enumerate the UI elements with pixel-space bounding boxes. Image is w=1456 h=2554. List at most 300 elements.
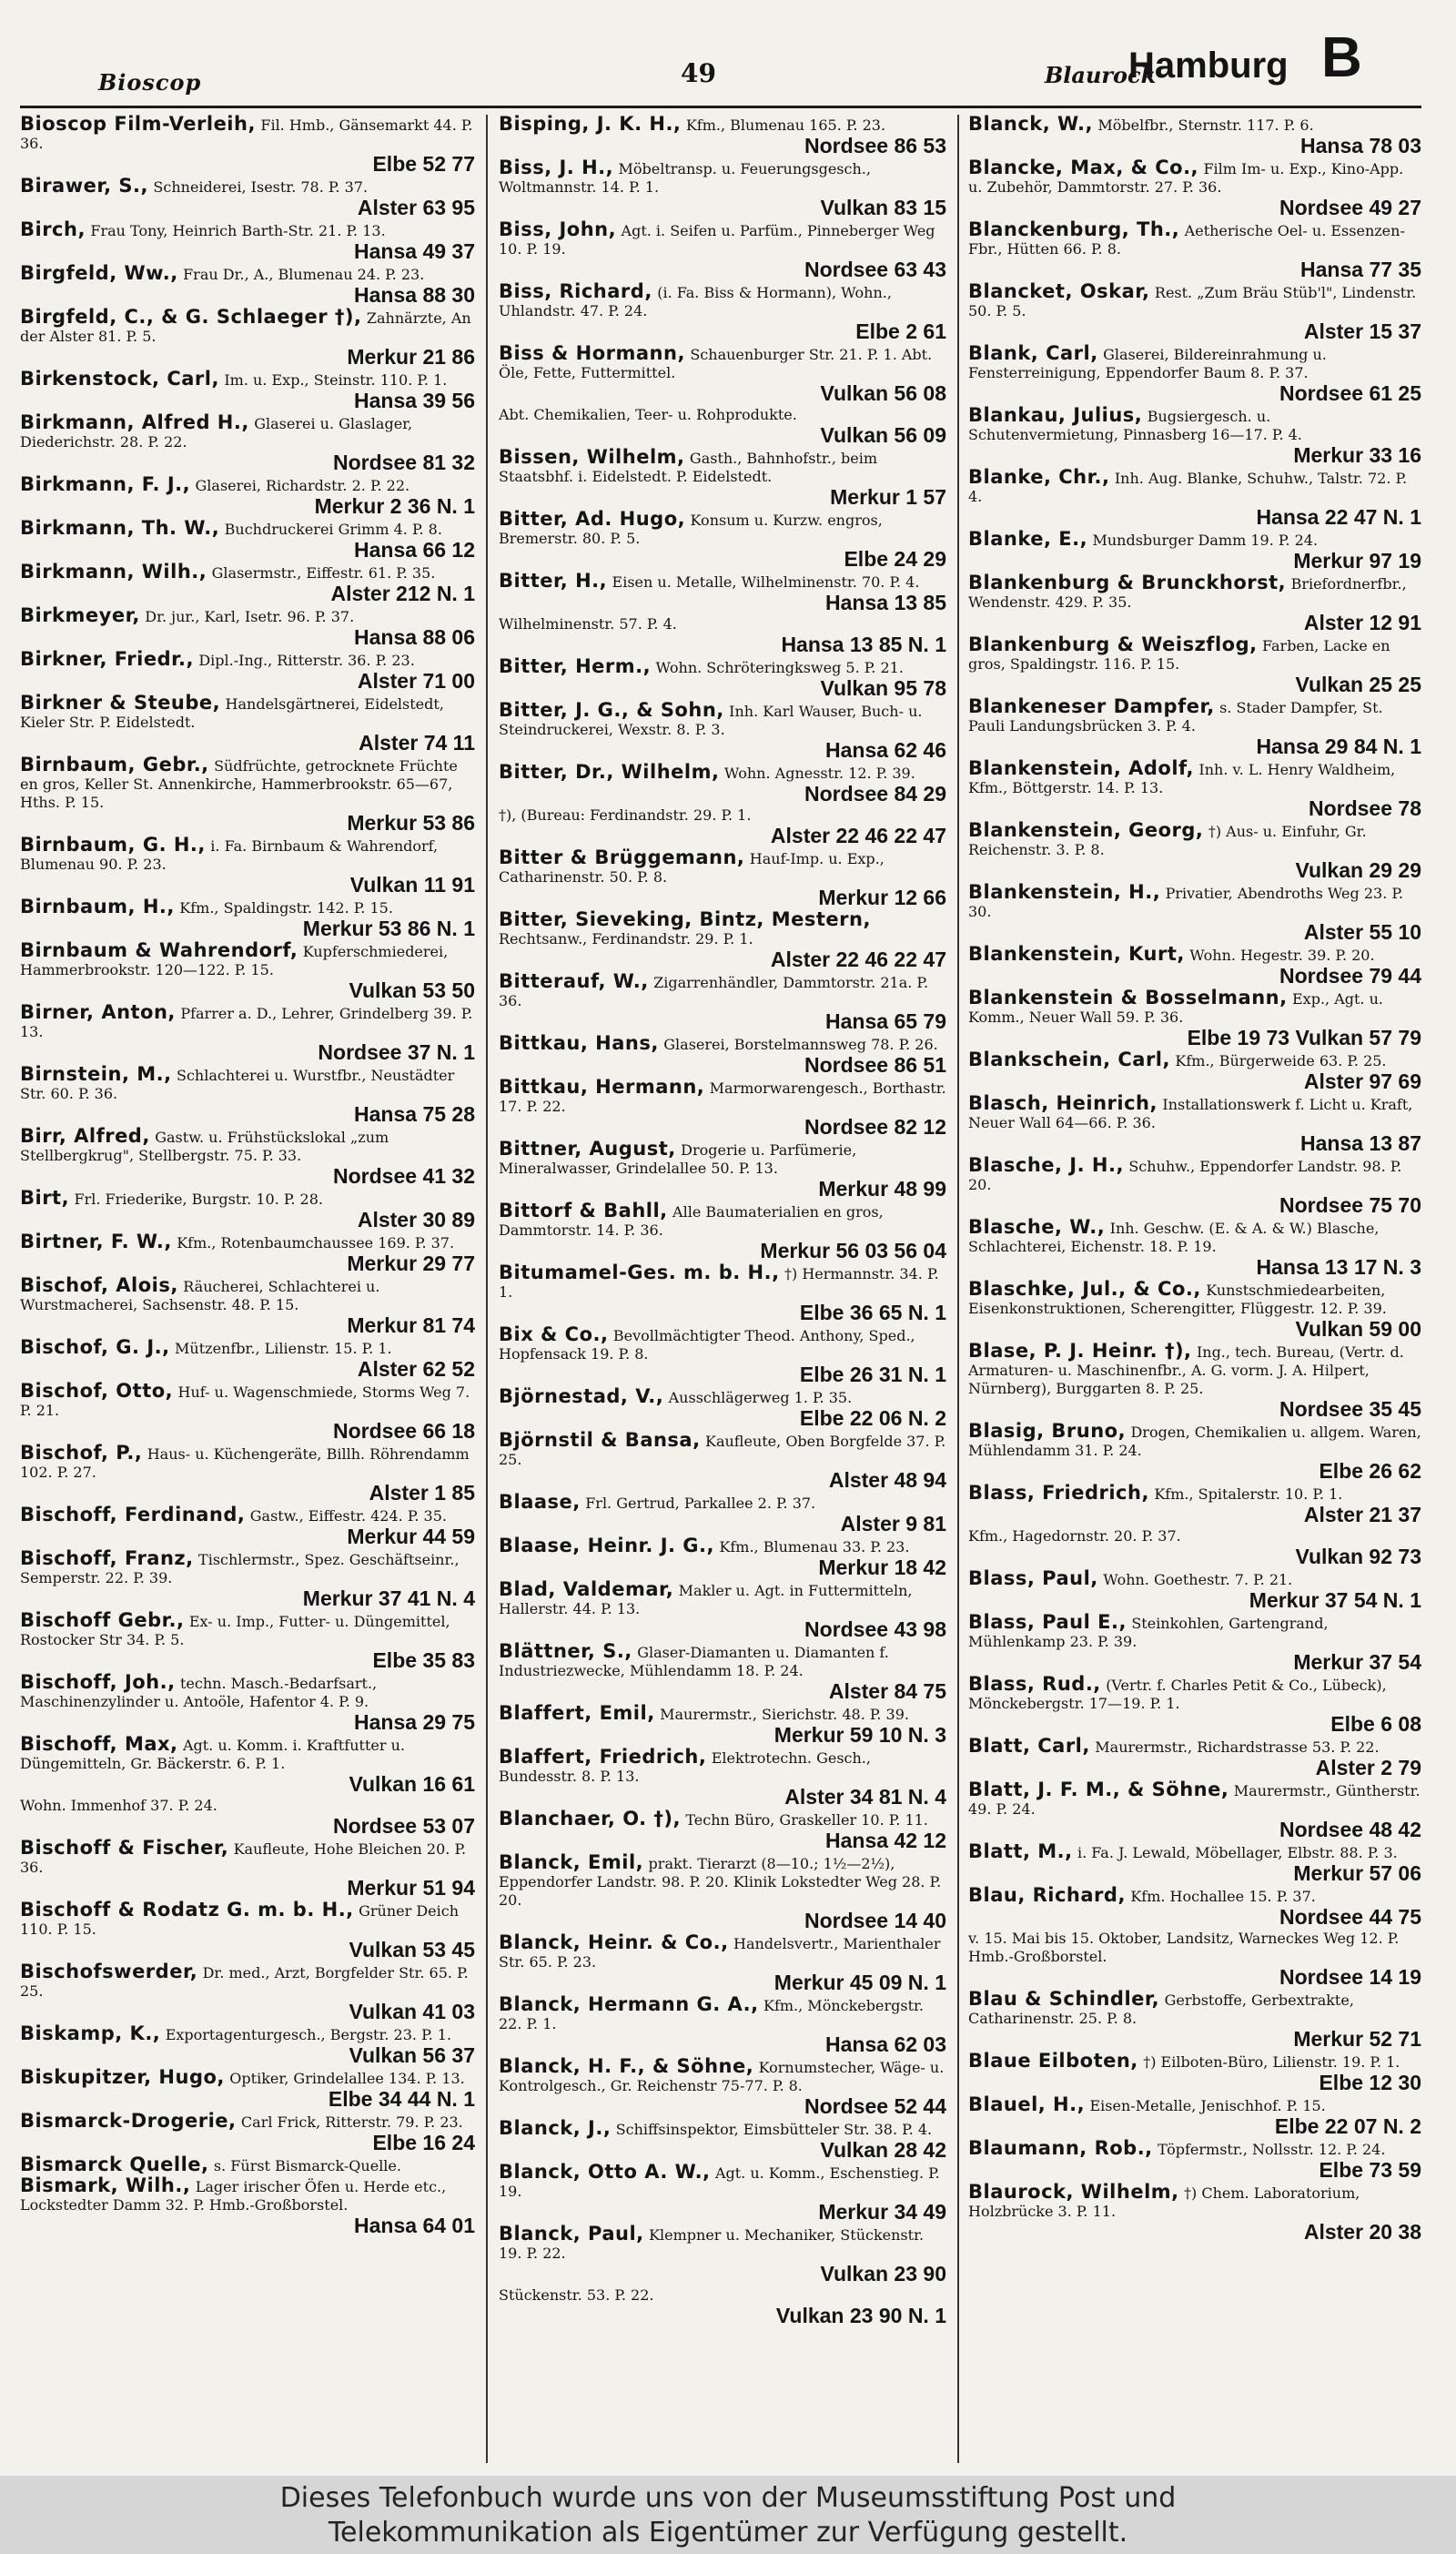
entry-name: Bioscop Film-Verleih, <box>20 115 256 135</box>
entry-details: Kfm., Mönckebergstr. 22. P. 1. <box>499 1997 924 2032</box>
entry-name: Bittkau, Hans, <box>499 1032 659 1054</box>
entry-phone: Hansa 88 06 <box>354 625 475 649</box>
entry-name: Blanck, Emil, <box>499 1851 644 1873</box>
listing-entry <box>968 2183 1421 2244</box>
entry-phone: Hansa 42 12 <box>825 1829 946 1852</box>
entry-name: Birkmann, Th. W., <box>20 517 220 539</box>
listing-entry <box>20 694 475 755</box>
entry-phone: Merkur 45 09 N. 1 <box>774 1971 946 1994</box>
listing-entry <box>968 115 1421 157</box>
listing-entry <box>499 848 946 909</box>
entry-details: i. Fa. J. Lewald, Möbellager, Elbstr. 88. P. 3. <box>1077 1844 1398 1861</box>
entry-details: Glasermstr., Eiffestr. 61. P. 35. <box>211 564 436 582</box>
entry-details: Kfm., Spitalerstr. 10. P. 1. <box>1154 1485 1343 1503</box>
entry-phone: Hansa 29 84 N. 1 <box>1256 735 1421 758</box>
entry-name: Bitter, Sieveking, Bintz, Mestern, <box>499 908 871 930</box>
entry-phone: Vulkan 23 90 <box>820 2262 946 2285</box>
listing-entry <box>968 1930 1421 1989</box>
listing-entry <box>968 635 1421 696</box>
listing-entry <box>968 1422 1421 1483</box>
entry-phone: Nordsee 78 <box>1308 796 1421 820</box>
listing-entry <box>968 1484 1421 1526</box>
entry-details: Pfarrer a. D., Lehrer, Grindelberg 39. P. 13. <box>20 1005 473 1040</box>
listing-entry <box>968 406 1421 467</box>
entry-details: Handelsgärtnerei, Eidelstedt, Kieler Str. P. Eidelstedt. <box>20 695 444 731</box>
listing-entry <box>499 657 946 700</box>
entry-details: Kaufleute, Hohe Bleichen 20. P. 36. <box>20 1840 467 1876</box>
listing-entry <box>968 1737 1421 1779</box>
entry-details: Exp., Agt. u. Komm., Neuer Wall 59. P. 36. <box>968 990 1383 1026</box>
listing-entry <box>499 763 946 806</box>
entry-details: Ausschlägerweg 1. P. 35. <box>668 1389 853 1406</box>
entry-details: Gasth., Bahnhofstr., beim Staatsbhf. i. Eidelstedt. P. Eidelstedt. <box>499 450 877 485</box>
column-1 <box>20 115 475 2463</box>
entry-phone: Alster 9 81 <box>840 1512 946 1535</box>
entry-details: †) Eilboten-Büro, Lilienstr. 19. P. 1. <box>1143 2053 1400 2071</box>
entry-name: Blass, Rud., <box>968 1673 1101 1695</box>
entry-details: i. Fa. Birnbaum & Wahrendorf, Blumenau 90. P. 23. <box>20 837 439 873</box>
entry-details: Carl Frick, Ritterstr. 79. P. 23. <box>240 2113 463 2131</box>
entry-phone: Vulkan 53 50 <box>349 978 475 1002</box>
listing-entry <box>968 697 1421 758</box>
entry-details: Agt. u. Komm., Eschenstieg. P. 19. <box>499 2164 940 2200</box>
listing-entry <box>499 1995 946 2056</box>
entry-details: Kfm., Rotenbaumchaussee 169. P. 37. <box>177 1234 455 1252</box>
entry-phone: Nordsee 37 N. 1 <box>318 1040 475 1064</box>
listing-entry <box>968 1342 1421 1421</box>
listing-entry <box>20 1382 475 1443</box>
listing-entry <box>499 2119 946 2162</box>
listing-entry <box>499 448 946 509</box>
entry-name: Birnbaum, G. H., <box>20 834 206 856</box>
entry-name: Blatt, M., <box>968 1840 1073 1862</box>
footer-line-2: Telekommunikation als Eigentümer zur Verfügung gestellt. <box>328 2517 1128 2549</box>
entry-phone: Nordsee 79 44 <box>1279 964 1421 988</box>
entry-details: Frau Dr., A., Blumenau 24. P. 23. <box>183 266 425 283</box>
entry-phone: Vulkan 56 09 <box>820 423 946 447</box>
listing-entry <box>20 1232 475 1275</box>
entry-details: Installationswerk f. Licht u. Kraft, Neuer Wall 64—66. P. 36. <box>968 1096 1413 1131</box>
entry-details: Gastw. u. Frühstückslokal „zum Stellbergkrug", Stellbergstr. 75. P. 33. <box>20 1129 389 1164</box>
entry-name: Blankenstein, Georg, <box>968 819 1204 841</box>
entry-name: Birkner, Friedr., <box>20 648 194 670</box>
listing-entry <box>499 1748 946 1809</box>
entry-name: Birawer, S., <box>20 175 149 197</box>
entry-name: Bismarck Quelle, <box>20 2154 209 2175</box>
entry-details: Dipl.-Ing., Ritterstr. 36. P. 23. <box>198 652 415 669</box>
listing-entry <box>499 1809 946 1852</box>
entry-phone: Merkur 2 36 N. 1 <box>314 494 475 518</box>
listing-entry <box>20 1003 475 1064</box>
entry-details: Eisen-Metalle, Jenischhof. P. 15. <box>1089 2097 1326 2114</box>
listing-entry <box>968 1050 1421 1093</box>
entry-details: Zahnärzte, An der Alster 81. P. 5. <box>20 309 471 345</box>
entry-phone: Nordsee 81 32 <box>333 451 475 474</box>
listing-entry <box>20 2155 475 2175</box>
footer-notice <box>0 2476 1456 2554</box>
entry-name: Bischof, P., <box>20 1442 143 1464</box>
entry-name: Blank, Carl, <box>968 342 1098 364</box>
entry-phone: Merkur 51 94 <box>347 1876 475 1900</box>
listing-entry <box>968 530 1421 573</box>
entry-phone: Elbe 36 65 N. 1 <box>799 1301 946 1324</box>
entry-details: †) Aus- u. Einfuhr, Gr. Reichenstr. 3. P. 8. <box>968 823 1367 858</box>
listing-entry <box>20 1065 475 1126</box>
entry-name: Biss, John, <box>499 218 617 240</box>
listing-entry <box>499 1853 946 1932</box>
entry-details: (i. Fa. Biss & Hormann), Wohn., Uhlandstr. 47. P. 24. <box>499 284 892 319</box>
entry-name: Blankschein, Carl, <box>968 1049 1170 1070</box>
entry-name: Blanckenburg, Th., <box>968 218 1180 240</box>
entry-phone: Hansa 78 03 <box>1300 134 1421 157</box>
entry-phone: Alster 2 79 <box>1315 1756 1421 1779</box>
header-city: Hamburg <box>1128 46 1289 86</box>
entry-details: Möbeltransp. u. Feuerungsgesch., Woltmannstr. 14. P. 1. <box>499 160 871 196</box>
entry-phone: Elbe 52 77 <box>372 152 475 176</box>
entry-phone: Hansa 39 56 <box>354 389 475 412</box>
entry-phone: Hansa 65 79 <box>825 1009 946 1033</box>
entry-phone: Alster 22 46 22 47 <box>770 824 946 847</box>
listing-entry <box>20 1505 475 1548</box>
listing-entry <box>20 1673 475 1734</box>
entry-details: Südfrüchte, getrocknete Früchte en gros, Keller St. Annenkirche, Hammerbrookstr. 65—67, Hths. P. 15. <box>20 757 458 811</box>
entry-name: Blatt, Carl, <box>968 1735 1090 1757</box>
entry-name: Blankau, Julius, <box>968 404 1143 426</box>
entry-phone: Nordsee 52 44 <box>804 2094 946 2118</box>
entry-phone: Alster 15 37 <box>1303 319 1421 343</box>
listing-entry <box>499 1704 946 1747</box>
entry-phone: Merkur 59 10 N. 3 <box>774 1723 946 1747</box>
entry-phone: Vulkan 56 08 <box>820 381 946 405</box>
entry-name: Bischoff, Franz, <box>20 1547 194 1569</box>
entry-name: Biss, J. H., <box>499 157 614 178</box>
entry-name: Bitter, Herm., <box>499 655 652 677</box>
entry-name: Birkmann, F. J., <box>20 473 191 495</box>
listing-entry <box>20 650 475 693</box>
listing-entry <box>499 1493 946 1535</box>
entry-name: Birkmann, Alfred H., <box>20 411 249 433</box>
entry-phone: Hansa 77 35 <box>1300 258 1421 281</box>
entry-details: Frl. Friederike, Burgstr. 10. P. 28. <box>74 1191 323 1208</box>
entry-name: Bisping, J. K. H., <box>499 115 682 135</box>
entry-phone: Nordsee 86 51 <box>804 1053 946 1077</box>
listing-entry <box>499 1078 946 1139</box>
entry-phone: Merkur 34 49 <box>818 2200 946 2224</box>
entry-phone: Alster 74 11 <box>359 731 475 755</box>
footer-line-1: Dieses Telefonbuch wurde uns von der Museumsstiftung Post und <box>279 2482 1177 2514</box>
entry-details: Schauenburger Str. 21. P. 1. Abt. Öle, Fette, Futtermittel. <box>499 346 933 381</box>
entry-phone: Alster 1 85 <box>369 1481 475 1505</box>
listing-entry <box>968 1156 1421 1217</box>
entry-phone: Nordsee 86 53 <box>804 134 946 157</box>
listing-entry <box>968 883 1421 944</box>
entry-details: Agt. i. Seifen u. Parfüm., Pinneberger Weg 10. P. 19. <box>499 222 935 258</box>
entry-name: Blancket, Oskar, <box>968 280 1150 302</box>
entry-phone: Vulkan 25 25 <box>1295 673 1421 696</box>
entry-name: Biskamp, K., <box>20 2022 161 2044</box>
listing-entry <box>968 1842 1421 1885</box>
entry-phone: Alster 55 10 <box>1303 920 1421 944</box>
entry-phone: Vulkan 11 91 <box>349 873 475 897</box>
entry-name: Birr, Alfred, <box>20 1125 150 1147</box>
entry-phone: Alster 62 52 <box>357 1357 475 1381</box>
entry-phone: Hansa 29 75 <box>354 1710 475 1734</box>
listing-entry <box>968 1280 1421 1341</box>
entry-details: Frau Tony, Heinrich Barth-Str. 21. P. 13. <box>90 222 386 239</box>
entry-name: Blaurock, Wilhelm, <box>968 2181 1179 2203</box>
listing-entry <box>20 562 475 605</box>
entry-details: Haus- u. Küchengeräte, Billh. Röhrendamm 102. P. 27. <box>20 1445 470 1481</box>
entry-name: Blaase, <box>499 1491 581 1513</box>
listing-entry <box>499 806 946 847</box>
entry-phone: Alster 30 89 <box>357 1208 475 1231</box>
entry-phone: Alster 212 N. 1 <box>330 582 475 605</box>
entry-details: Inh. Geschw. (E. & A. & W.) Blasche, Schlachterei, Eichenstr. 18. P. 19. <box>968 1220 1380 1255</box>
entry-name: Blaumann, Rob., <box>968 2137 1153 2159</box>
entry-phone: Hansa 62 46 <box>825 738 946 762</box>
entry-details: Gastw., Eiffestr. 424. P. 35. <box>249 1507 447 1525</box>
entry-phone: Hansa 22 47 N. 1 <box>1256 505 1421 529</box>
entry-phone: Merkur 53 86 N. 1 <box>302 917 475 940</box>
listing-entry <box>968 2095 1421 2138</box>
entry-name: Biss & Hormann, <box>499 342 685 364</box>
listing-entry <box>20 836 475 897</box>
listing-entry <box>968 1990 1421 2051</box>
entry-name: Blanchaer, O. †), <box>499 1808 681 1829</box>
listing-entry <box>499 972 946 1033</box>
entry-details: Alle Baumaterialien en gros, Dammtorstr. 14. P. 36. <box>499 1203 884 1239</box>
entry-details: Gerbstoffe, Gerbextrakte, Catharinenstr. 25. P. 8. <box>968 1992 1354 2027</box>
entry-details: Im. u. Exp., Steinstr. 110. P. 1. <box>224 371 448 389</box>
entry-phone: Elbe 26 31 N. 1 <box>799 1363 946 1386</box>
entry-phone: Hansa 13 85 N. 1 <box>781 633 946 656</box>
entry-phone: Elbe 73 59 <box>1319 2158 1421 2182</box>
entry-phone: Hansa 64 01 <box>354 2214 475 2237</box>
entry-name: Blankenstein, Adolf, <box>968 757 1195 779</box>
entry-name: Birt, <box>20 1187 70 1209</box>
entry-details: Mützenfbr., Lilienstr. 15. P. 1. <box>175 1340 392 1357</box>
entry-phone: Nordsee 49 27 <box>1279 196 1421 219</box>
entry-details: Elektrotechn. Gesch., Bundesstr. 8. P. 13. <box>499 1749 871 1785</box>
entry-phone: Hansa 66 12 <box>354 538 475 562</box>
entry-details: Schuhw., Eppendorfer Landstr. 98. P. 20. <box>968 1158 1402 1193</box>
entry-name: Blaffert, Friedrich, <box>499 1746 707 1768</box>
listing-entry <box>968 1218 1421 1279</box>
entry-phone: Nordsee 48 42 <box>1279 1818 1421 1841</box>
listing-entry <box>499 115 946 157</box>
entry-name: Blasche, J. H., <box>968 1154 1124 1176</box>
entry-details: Optiker, Grindelallee 134. P. 13. <box>229 2070 465 2087</box>
entry-details: Briefordnerfbr., Wendenstr. 429. P. 35. <box>968 575 1407 611</box>
entry-name: Biskupitzer, Hugo, <box>20 2066 225 2088</box>
listing-entry <box>968 573 1421 634</box>
entry-name: Blaase, Heinr. J. G., <box>499 1535 714 1556</box>
entry-details: Kfm., Hagedornstr. 20. P. 37. <box>968 1527 1181 1545</box>
entry-phone: Vulkan 16 61 <box>349 1772 475 1796</box>
entry-phone: Alster 48 94 <box>828 1468 946 1492</box>
entry-details: Glaserei, Richardstr. 2. P. 22. <box>195 477 410 494</box>
entry-phone: Nordsee 43 98 <box>804 1617 946 1641</box>
entry-phone: Merkur 57 06 <box>1293 1861 1421 1885</box>
entry-name: Birnbaum, H., <box>20 896 175 917</box>
entry-name: Birch, <box>20 218 86 240</box>
entry-details: Ex- u. Imp., Futter- u. Düngemittel, Rostocker Str 34. P. 5. <box>20 1613 450 1648</box>
column-divider <box>486 115 488 2463</box>
entry-details: †) Hermannstr. 34. P. 1. <box>499 1265 939 1301</box>
entry-details: Drogerie u. Parfümerie, Mineralwasser, Grindelallee 50. P. 13. <box>499 1141 857 1177</box>
entry-phone: Alster 12 91 <box>1303 611 1421 634</box>
entry-phone: Alster 34 81 N. 4 <box>784 1785 946 1809</box>
entry-name: Bitterauf, W., <box>499 970 649 992</box>
entry-details: Wohn. Immenhof 37. P. 24. <box>20 1797 217 1814</box>
entry-name: Blass, Friedrich, <box>968 1482 1149 1504</box>
entry-name: Bischofswerder, <box>20 1961 198 1982</box>
entry-name: Blanck, J., <box>499 2117 612 2139</box>
listing-entry <box>499 2286 946 2327</box>
entry-phone: Merkur 37 41 N. 4 <box>302 1586 475 1610</box>
listing-entry <box>20 2176 475 2237</box>
listing-entry <box>968 1569 1421 1612</box>
entry-details: Exportagenturgesch., Bergstr. 23. P. 1. <box>165 2026 452 2043</box>
entry-name: Blanck, H. F., & Söhne, <box>499 2055 754 2077</box>
listing-entry <box>968 344 1421 405</box>
listing-entry <box>499 1263 946 1324</box>
entry-details: Mundsburger Damm 19. P. 24. <box>1092 532 1319 549</box>
entry-phone: Nordsee 35 45 <box>1279 1397 1421 1421</box>
entry-name: Björnstil & Bansa, <box>499 1429 701 1451</box>
entry-details: prakt. Tierarzt (8—10.; 1½—2½), Eppendorfer Landstr. 98. P. 20. Klinik Lokstedter Weg 28. P. 20. <box>499 1855 942 1909</box>
entry-details: Schlachterei u. Wurstfbr., Neustädter Str. 60. P. 36. <box>20 1067 455 1102</box>
entry-details: Möbelfbr., Sternstr. 117. P. 6. <box>1097 117 1314 134</box>
entry-details: Glaser-Diamanten u. Diamanten f. Industriezwecke, Mühlendamm 18. P. 24. <box>499 1644 889 1679</box>
entry-details: Handelsvertr., Marienthaler Str. 65. P. 23. <box>499 1935 941 1971</box>
entry-name: Blase, P. J. Heinr. †), <box>968 1340 1192 1362</box>
entry-name: Bitter, Dr., Wilhelm, <box>499 761 720 783</box>
entry-name: Blasig, Bruno, <box>968 1420 1127 1442</box>
entry-phone: Merkur 52 71 <box>1293 2027 1421 2051</box>
entry-details: Bugsiergesch. u. Schutenvermietung, Pinnasberg 16—17. P. 4. <box>968 408 1302 443</box>
entry-name: Birnbaum, Gebr., <box>20 754 209 775</box>
entry-phone: Merkur 44 59 <box>347 1525 475 1548</box>
entry-phone: Vulkan 23 90 N. 1 <box>775 2304 946 2327</box>
listing-entry <box>20 308 475 369</box>
listing-entry <box>20 370 475 412</box>
listing-entry <box>499 2225 946 2285</box>
entry-name: Bissen, Wilhelm, <box>499 446 685 468</box>
listing-entry <box>20 1549 475 1610</box>
entry-name: Birner, Anton, <box>20 1001 176 1023</box>
listing-entry <box>20 519 475 562</box>
entry-name: Blad, Valdemar, <box>499 1578 674 1600</box>
entry-details: Tischlermstr., Spez. Geschäftseinr., Semperstr. 22. P. 39. <box>20 1551 460 1586</box>
entry-phone: Nordsee 44 75 <box>1279 1905 1421 1929</box>
entry-details: Agt. u. Komm. i. Kraftfutter u. Düngemitteln, Gr. Bäckerstr. 6. P. 1. <box>20 1737 405 1772</box>
entry-phone: Elbe 22 07 N. 2 <box>1274 2114 1421 2138</box>
entry-details: Huf- u. Wagenschmiede, Storms Weg 7. P. 21. <box>20 1383 470 1419</box>
entry-phone: Vulkan 29 29 <box>1295 858 1421 882</box>
entry-phone: Merkur 48 99 <box>818 1177 946 1201</box>
entry-phone: Alster 97 69 <box>1303 1069 1421 1093</box>
listing-entry <box>20 2112 475 2154</box>
entry-details: Aetherische Oel- u. Essenzen-Fbr., Hütten 66. P. 8. <box>968 222 1405 258</box>
listing-entry <box>968 1675 1421 1736</box>
entry-phone: Elbe 6 08 <box>1330 1712 1421 1736</box>
entry-details: Wohn. Schröteringksweg 5. P. 21. <box>655 659 904 676</box>
entry-details: Schneiderei, Isestr. 78. P. 37. <box>153 178 369 196</box>
listing-entry <box>20 1735 475 1796</box>
listing-entry <box>20 475 475 518</box>
listing-columns <box>20 115 1421 2463</box>
entry-name: Bittorf & Bahll, <box>499 1200 668 1221</box>
entry-phone: Merkur 1 57 <box>830 485 946 509</box>
entry-phone: Nordsee 66 18 <box>333 1419 475 1443</box>
entry-phone: Merkur 37 54 <box>1293 1650 1421 1674</box>
entry-phone: Nordsee 61 25 <box>1279 381 1421 405</box>
entry-name: Blau, Richard, <box>968 1884 1126 1906</box>
listing-entry <box>20 115 475 176</box>
entry-details: Glaserei u. Glaslager, Diederichstr. 28. P. 22. <box>20 415 413 451</box>
entry-details: Frl. Gertrud, Parkallee 2. P. 37. <box>585 1495 816 1512</box>
entry-phone: Nordsee 84 29 <box>804 782 946 806</box>
entry-name: Blankeneser Dampfer, <box>968 695 1215 717</box>
entry-name: Blatt, J. F. M., & Söhne, <box>968 1779 1229 1800</box>
entry-phone: Hansa 75 28 <box>354 1102 475 1126</box>
column-3 <box>968 115 1421 2463</box>
entry-details: Glaserei, Bildereinrahmung u. Fensterreinigung, Eppendorfer Baum 8. P. 37. <box>968 346 1327 381</box>
entry-name: Bitter, J. G., & Sohn, <box>499 699 724 721</box>
entry-name: Birnbaum & Wahrendorf, <box>20 939 298 961</box>
entry-phone: Nordsee 14 19 <box>1279 1965 1421 1989</box>
entry-name: Bischof, Alois, <box>20 1274 178 1296</box>
entry-details: Klempner u. Mechaniker, Stückenstr. 19. P. 22. <box>499 2226 925 2262</box>
entry-details: Konsum u. Kurzw. engros, Bremerstr. 80. P. 5. <box>499 512 883 547</box>
listing-entry <box>968 220 1421 281</box>
column-2 <box>499 115 946 2463</box>
listing-entry <box>968 1613 1421 1674</box>
entry-details: Film Im- u. Exp., Kino-App. u. Zubehör, Dammtorstr. 27. P. 36. <box>968 160 1404 196</box>
entry-phone: Elbe 24 29 <box>844 547 946 571</box>
listing-entry <box>499 1580 946 1641</box>
entry-phone: Vulkan 95 78 <box>820 676 946 700</box>
entry-details: Kupferschmiederei, Hammerbrookstr. 120—122. P. 15. <box>20 943 449 978</box>
listing-entry <box>20 1611 475 1672</box>
entry-phone: Nordsee 63 43 <box>804 258 946 281</box>
entry-details: Kaufleute, Oben Borgfelde 37. P. 25. <box>499 1433 946 1468</box>
listing-entry <box>20 897 475 940</box>
entry-phone: Hansa 13 17 N. 3 <box>1256 1255 1421 1279</box>
entry-name: Blauel, H., <box>968 2093 1086 2115</box>
listing-entry <box>499 701 946 762</box>
entry-details: Inh. v. L. Henry Waldheim, Kfm., Böttgerstr. 14. P. 13. <box>968 761 1396 796</box>
entry-details: Kfm., Blumenau 33. P. 23. <box>719 1538 910 1556</box>
entry-details: Wohn. Goethestr. 7. P. 21. <box>1103 1571 1293 1588</box>
entry-details: s. Fürst Bismarck-Quelle. <box>213 2157 401 2174</box>
entry-phone: Hansa 88 30 <box>354 283 475 307</box>
entry-name: Birkenstock, Carl, <box>20 368 219 390</box>
entry-details: Maurermstr., Güntherstr. 49. P. 24. <box>968 1782 1421 1818</box>
entry-details: (Vertr. f. Charles Petit & Co., Lübeck), Mönckebergstr. 17—19. P. 1. <box>968 1677 1387 1712</box>
entry-details: Grüner Deich 110. P. 15. <box>20 1902 459 1938</box>
entry-name: Blasche, W., <box>968 1216 1106 1238</box>
entry-phone: Merkur 97 19 <box>1293 549 1421 573</box>
listing-entry <box>499 2163 946 2224</box>
entry-name: Blanke, E., <box>968 528 1088 550</box>
entry-details: Töpfermstr., Nollsstr. 12. P. 24. <box>1158 2141 1386 2158</box>
entry-details: Kfm., Bürgerweide 63. P. 25. <box>1175 1052 1387 1069</box>
entry-details: Wohn. Hegestr. 39. P. 20. <box>1189 947 1375 964</box>
listing-entry <box>499 406 946 447</box>
entry-phone: Merkur 18 42 <box>818 1556 946 1579</box>
